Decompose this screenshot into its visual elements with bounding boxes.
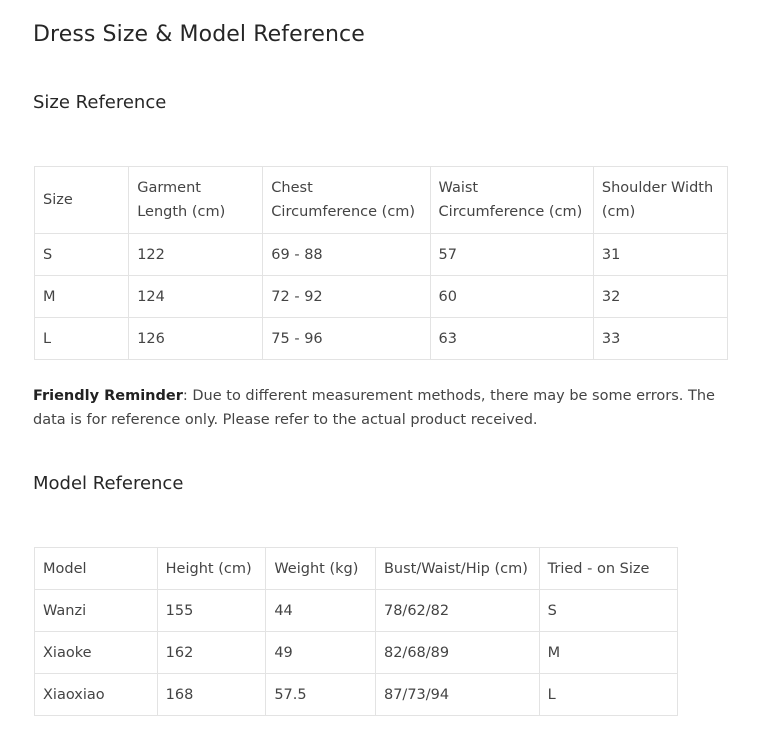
header-cell-tried-on-size: Tried - on Size [539, 548, 677, 590]
table-cell: 57.5 [266, 674, 376, 716]
header-cell-waist-circumference: Waist Circumference (cm) [430, 167, 593, 234]
table-header-row [35, 548, 678, 590]
table-cell: 78/62/82 [375, 590, 539, 632]
table-cell: 63 [430, 318, 593, 360]
table-cell: 44 [266, 590, 376, 632]
table-cell: M [35, 276, 129, 318]
table-cell: Xiaoke [35, 632, 158, 674]
table-row [35, 632, 678, 674]
size-reference-table [34, 166, 728, 360]
table-cell: 155 [157, 590, 266, 632]
table-cell: Xiaoxiao [35, 674, 158, 716]
table-cell: 31 [593, 234, 727, 276]
table-cell: 60 [430, 276, 593, 318]
table-cell: 168 [157, 674, 266, 716]
table-cell: S [539, 590, 677, 632]
header-cell-bust-waist-hip: Bust/Waist/Hip (cm) [375, 548, 539, 590]
table-cell: 32 [593, 276, 727, 318]
table-row [35, 276, 728, 318]
header-cell-weight: Weight (kg) [266, 548, 376, 590]
table-row [35, 234, 728, 276]
page-title: Dress Size & Model Reference [33, 22, 365, 47]
table-cell: 87/73/94 [375, 674, 539, 716]
reminder-text: : Due to different measurement methods, there may be some errors. The data is for reference only. Please refer to the actual product received. [33, 388, 715, 428]
table-cell: Wanzi [35, 590, 158, 632]
table-cell: 75 - 96 [263, 318, 430, 360]
table-row [35, 674, 678, 716]
table-row [35, 590, 678, 632]
friendly-reminder-note [33, 384, 743, 432]
header-cell-height: Height (cm) [157, 548, 266, 590]
header-cell-shoulder-width: Shoulder Width (cm) [593, 167, 727, 234]
table-cell: L [35, 318, 129, 360]
table-cell: 33 [593, 318, 727, 360]
table-cell: M [539, 632, 677, 674]
header-cell-model: Model [35, 548, 158, 590]
table-cell: 72 - 92 [263, 276, 430, 318]
table-cell: 49 [266, 632, 376, 674]
table-cell: 126 [129, 318, 263, 360]
table-header-row [35, 167, 728, 234]
reminder-label: Friendly Reminder [33, 388, 183, 404]
table-cell: 122 [129, 234, 263, 276]
table-cell: L [539, 674, 677, 716]
model-reference-table [34, 547, 678, 716]
table-cell: S [35, 234, 129, 276]
table-cell: 57 [430, 234, 593, 276]
table-cell: 82/68/89 [375, 632, 539, 674]
model-reference-heading: Model Reference [33, 473, 184, 494]
table-row [35, 318, 728, 360]
table-cell: 162 [157, 632, 266, 674]
table-cell: 69 - 88 [263, 234, 430, 276]
header-cell-garment-length: Garment Length (cm) [129, 167, 263, 234]
header-cell-chest-circumference: Chest Circumference (cm) [263, 167, 430, 234]
size-reference-heading: Size Reference [33, 92, 167, 113]
header-cell-size: Size [35, 167, 129, 234]
table-cell: 124 [129, 276, 263, 318]
